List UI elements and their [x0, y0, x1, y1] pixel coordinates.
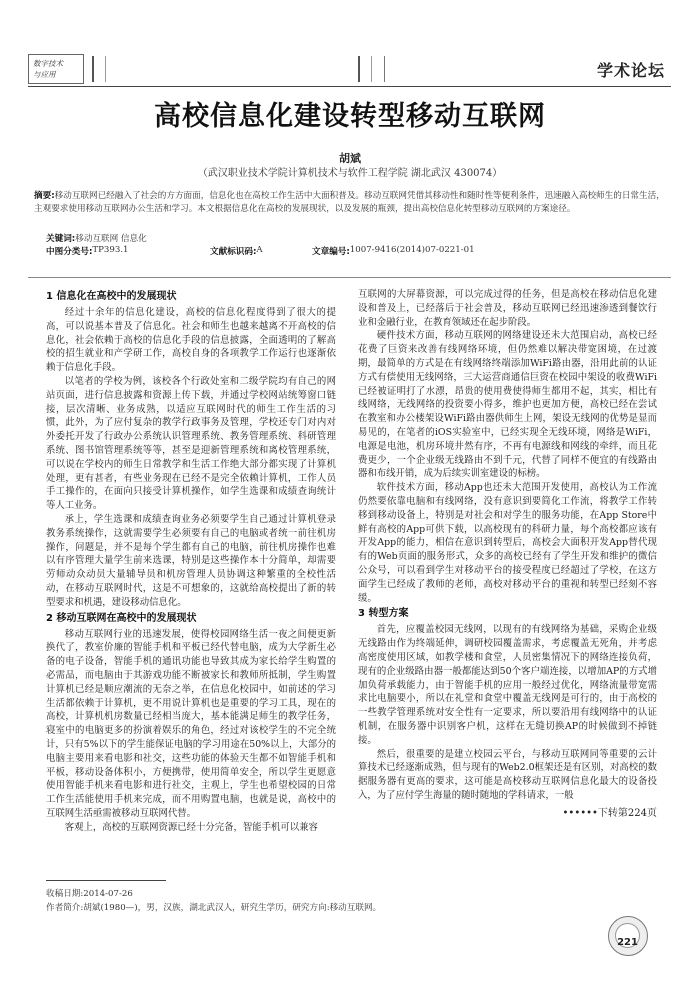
- paragraph: 硬件技术方面，移动互联网的网络建设还未大范围启动，高校已经花费了巨资来改善有线网络环境，但仍然难以解决带宽困境，在过渡期，最简单的方式是在有线网络终端添加WiFi路由器，沿用此前的认证方式有偿使用无线网络，三大运营商通信巨资在校园中架设的收费WiFi已经被证明打了水漂，昂贵的使用费使得师生都用不起，其实，相比有线网络，无线网络的投资要小得多，维护也更加方便，高校已经在尝试在教室和办公楼架设WiFi路由器供师生上网，架设无线网的优势是显而易见的，在笔者的iOS实验室中，已经实现全无线环境，网络是WiFi，电源是电池，机房环境井然有序，不再有电源线和网线的牵绊，而且花费更少，一个企业级无线路由不到千元，代替了同样不便宜的有线路由器和布线开销，成为后续实训室建设的标榜。: [358, 330, 657, 480]
- paragraph: 客观上，高校的互联网资源已经十分完备，智能手机可以兼容: [64, 821, 318, 833]
- article-title: 高校信息化建设转型移动互联网: [154, 101, 546, 132]
- paragraph: 经过十余年的信息化建设，高校的信息化程度得到了很大的提高，可以说基本普及了信息化。社会和师生也越来越离不开高校的信息化，社会依赖于高校的信息化手段的信息披露，全面透明的了解高校的招生就业和产学研工作，高校自身的各项教学工作运行也逐渐依赖于信息化手段。: [46, 307, 336, 374]
- left-column: [46, 288, 336, 834]
- author-affiliation: （武汉职业技术学院计算机技术与软件工程学院 湖北武汉 430074）: [197, 168, 503, 179]
- received-date: 收稿日期:2014-07-26: [46, 889, 133, 899]
- section-heading: 1 信息化在高校中的发展现状: [46, 291, 177, 302]
- header-divider: [28, 86, 671, 87]
- journal-header: [28, 54, 671, 90]
- paragraph: 以笔者的学校为例，该校各个行政处室和二级学院均有自己的网站页面，进行信息披露和资源上传下载，并通过学校网站统筹窗口链接，层次清晰、业务成熟，以适应互联网时代的师生工作生活的习惯，此外，为了应付复杂的教学行政事务及管理，学校还专门对内对外委托开发了行政办公系统认识管理系统、教务管理系统、科研管理系统、图书馆管理系统等等，甚至是迎新管理系统和离校管理系统，可以说在学校内的师生日常教学和生活工作绝大部分都实现了计算机处理，更有甚者，有些业务现在已经不是完全依赖计算机，工作人员手工操作的，在面向只接受计算机操作，如学生选课和成绩查询统计等人工业务。: [46, 375, 336, 512]
- document-code: 文献标识码: A: [210, 245, 263, 257]
- author-name: 胡斌: [339, 152, 361, 165]
- article-number: 文章编号: 1007-9416(2014)07-0221-01: [312, 245, 475, 257]
- abstract-text: 移动互联网已经融入了社会的方方面面，信息化也在高校工作生活中大面积普及。移动互联网凭借其移动性和随时性等便利条件，迅速融入高校师生的日常生活，主观要求使用移动互联网办公生活和学习。本文根据信息化在高校的发展现状，以及发展的瓶颈，提出高校信息化转型移动互联网的方案途径。: [34, 191, 665, 214]
- keywords-text: 移动互联网 信息化: [75, 234, 147, 244]
- logo-line1: 数字技术: [33, 59, 63, 68]
- keywords-label: 关键词:: [46, 234, 76, 244]
- paragraph: 软件技术方面，移动App也还未大范围开发使用，高校认为工作流仍然要依靠电脑和有线网络，没有意识到要简化工作流，将教学工作转移到移动设备上，特别是对社会和对学生的服务功能，在App Store中鲜有高校的App可供下载，以高校现有的科研力量，每个高校都应该有开发App的能力，相信在意识到转型后，高校会大面积开发App替代现有的Web页面的服务形式，众多的高校已经有了学生开发和维护的微信公众号，可以看到学生对移动平台的接受程度已经超过了学校，在这方面学生已经成了教师的老师，高校对移动平台的重视和转型已经刻不容缓。: [358, 482, 657, 604]
- paragraph: 互联网的大屏幕资源，可以完成过得的任务，但是高校在移动信息化建设和普及上，已经落后于社会普及，移动互联网已经迅速渗透到餐饮行业和金融行业，在教育领域还在起步阶段。: [358, 289, 657, 328]
- keywords: [46, 232, 147, 244]
- page-number-badge: [608, 916, 648, 956]
- journal-logo: [28, 54, 84, 84]
- section-name: 学术论坛: [596, 61, 665, 80]
- right-column: [358, 288, 657, 820]
- paragraph: 然后，很重要的是建立校园云平台，与移动互联网同等重要的云计算技术已经逐渐成熟，但与现有的Web2.0框架还是有区别，对高校的数据服务器有更高的要求，这可能是高校移动互联网信息化最大的设备投入，为了应付学生海量的随时随地的学科请求，一般: [358, 748, 657, 801]
- abstract-divider: [28, 277, 671, 278]
- paragraph: 承上，学生选课和成绩查询业务必须要学生自己通过计算机登录教务系统操作，这就需要学生必须要有自己的电脑或者统一前往机房操作，问题是，并不是每个学生都有自己的电脑，前往机房操作也难以有序管理大量学生前来选课，特别是这些操作本十分简单，却需要劳师动众动员大量辅导员和机房管理人员协调这种繁重的全校性活动，在移动互联网时代，这是不可想象的，这就给高校提出了新的转型要求和机遇，建设移动信息化。: [46, 513, 336, 608]
- logo-line2: 与应用: [33, 70, 56, 79]
- continued-note: ••••••下转第224页: [562, 807, 657, 819]
- section-heading: 2 移动互联网在高校中的发展现状: [46, 612, 197, 624]
- paragraph: 首先，应覆盖校园无线网，以现有的有线网络为基础，采购企业级无线路由作为终端延伸，调研校园覆盖需求，考虑覆盖无死角，并考虑高密度使用区域，如教学楼和食堂，人员密集情况下的网络连接负荷，现有的企业级路由器一般都能达到50个客户端连接，以增加AP的方式增加负荷承载能力，由于智能手机的应用一般经过优化，网络流量带宽需求比电脑要小，所以在礼堂和食堂中覆盖无线网是可行的，由于高校的一些教学管理系统对安全性有一定要求，所以要沿用有线网络中的认证机制，在服务器中识别客户机，这样在无缝切换AP的时候做到不掉链接。: [358, 624, 657, 746]
- abstract-label: 摘要:: [34, 191, 55, 201]
- abstract: [34, 190, 670, 216]
- paragraph: 移动互联网行业的迅速发展，使得校园网络生活一夜之间便更新换代了，教室价廉的智能手机和平板已经代替电脑，成为大学新生必备的电子设备，智能手机的通讯功能也导致其成为家长给学生购置的必需品，而电脑由于其游戏功能不断被家长和教师所抵制，学生购置计算机已经是顺应潮流的无奈之举，在信息化校园中，如前述的学习生活都依赖于计算机，更不用说计算机也是重要的学习工具，现在的高校，计算机机房数量已经相当庞大，基本能满足师生的教学任务，寝室中的电脑更多的扮演着娱乐的角色，经过对该校学生的不完全统计，只有5%以下的学生能保证电脑的学习用途在50%以上，大部分的电脑主要用来看电影和社交，这些功能的体验天生都不如智能手机和平板，移动设备体积小，方便携带，使用简单安全，所以学生更愿意使用智能手机来看电影和进行社交，主观上，学生也希望校园的日常工作生活能使用手机来完成，而不用购置电脑，也就是说，高校中的互联网生活亟需被移动互联网代替。: [46, 628, 336, 819]
- header-bars-decoration: [358, 56, 372, 82]
- header-bars-decoration: [384, 56, 390, 82]
- header-bars-decoration: [92, 56, 106, 82]
- clc-number: 中图分类号: TP393.1: [46, 245, 129, 257]
- section-heading: 3 转型方案: [358, 608, 409, 620]
- page-number: 221: [617, 937, 638, 948]
- author-bio: 作者简介:胡斌(1980—)，男，汉族，湖北武汉人，研究生学历，研究方向:移动互联网。: [46, 903, 382, 913]
- footnote-divider: [46, 880, 166, 881]
